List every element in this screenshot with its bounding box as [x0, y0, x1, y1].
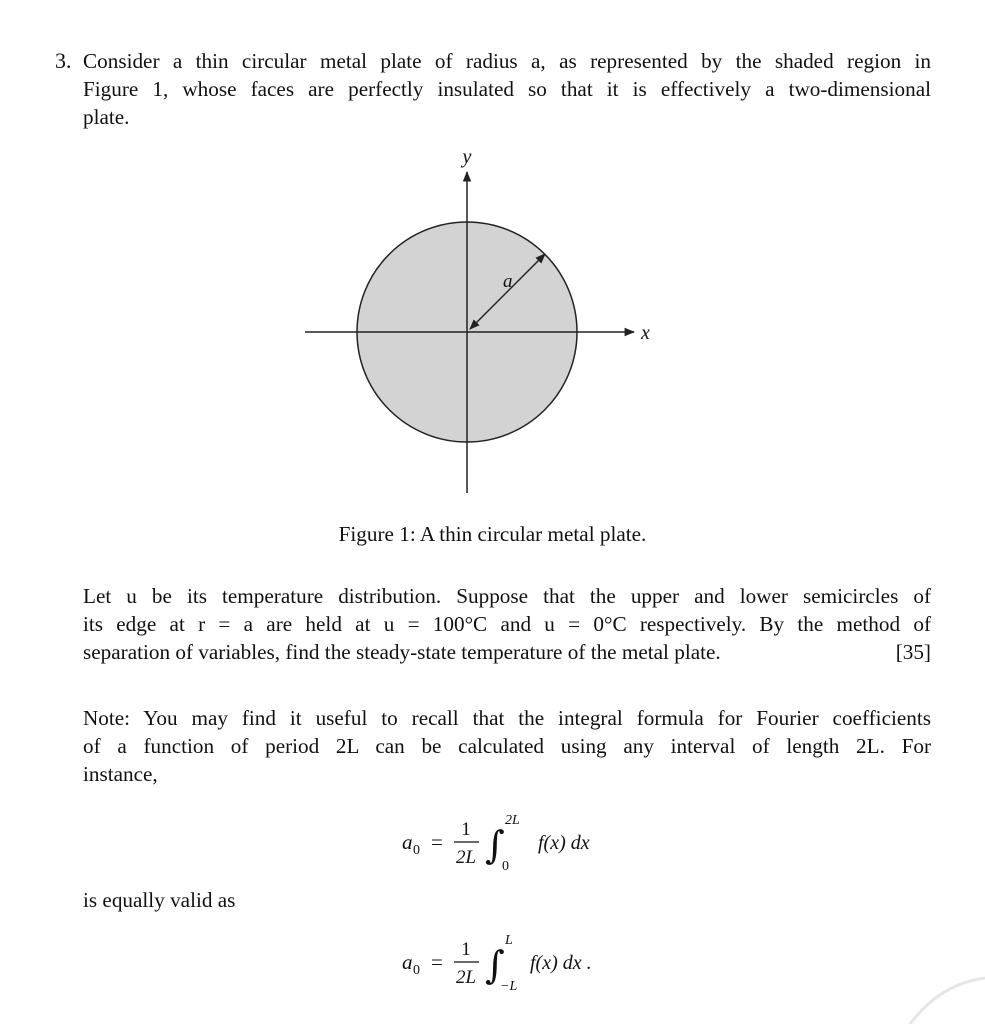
eq2-upper-limit: L [505, 933, 513, 948]
x-axis-label: x [641, 322, 650, 344]
eq1-upper-limit: 2L [505, 813, 520, 828]
figure-caption: Figure 1: A thin circular metal plate. [338, 522, 647, 546]
body-line-3: separation of variables, find the steady-state temperature of the metal plate. [83, 640, 721, 664]
eq1-lower-limit: 0 [502, 859, 509, 874]
body-line-2: its edge at r = a are held at u = 100°C and u = 0°C respectively. By the method of [83, 612, 931, 636]
intro-line-3: plate. [83, 105, 130, 129]
problem-number: 3. [55, 48, 72, 73]
eq1-frac-num: 1 [461, 819, 471, 840]
eq2-integrand: f(x) dx . [530, 952, 592, 974]
figure-circular-plate [300, 145, 680, 505]
eq1-frac-den: 2L [455, 847, 477, 868]
equation-first [390, 806, 650, 876]
equally-valid-text: is equally valid as [83, 888, 236, 912]
equation-second [390, 926, 650, 996]
eq2-lower-limit: −L [500, 979, 518, 994]
eq1-integrand: f(x) dx [538, 832, 590, 854]
intro-line-2: Figure 1, whose faces are perfectly insulated so that it is effectively a two-dimensional [83, 77, 931, 101]
eq1-integral-sign: ∫ [485, 823, 505, 867]
eq1-equals: = [431, 830, 443, 854]
eq2-equals: = [431, 950, 443, 974]
note-line-2: of a function of period 2L can be calculated using any interval of length 2L. For [83, 734, 931, 758]
marks-label: [35] [895, 640, 931, 664]
eq1-lhs-subscript: 0 [413, 843, 420, 858]
problem-intro [83, 47, 931, 131]
y-axis-label: y [462, 146, 472, 168]
note-paragraph [83, 704, 931, 788]
eq2-frac-num: 1 [461, 939, 471, 960]
eq2-frac-den: 2L [455, 967, 477, 988]
eq2-integral-sign: ∫ [485, 943, 505, 987]
eq2-lhs-subscript: 0 [413, 963, 420, 978]
page-corner-arc [900, 970, 985, 1024]
note-line-3: instance, [83, 762, 158, 786]
eq1-lhs: a [402, 830, 413, 854]
radius-label: a [503, 271, 513, 292]
note-line-1: Note: You may find it useful to recall that the integral formula for Fourier coefficients [83, 706, 931, 730]
eq2-lhs: a [402, 950, 413, 974]
body-line-1: Let u be its temperature distribution. Suppose that the upper and lower semicircles of [83, 584, 931, 608]
intro-line-1: Consider a thin circular metal plate of radius a, as represented by the shaded region in [83, 49, 931, 73]
problem-body [83, 582, 931, 666]
